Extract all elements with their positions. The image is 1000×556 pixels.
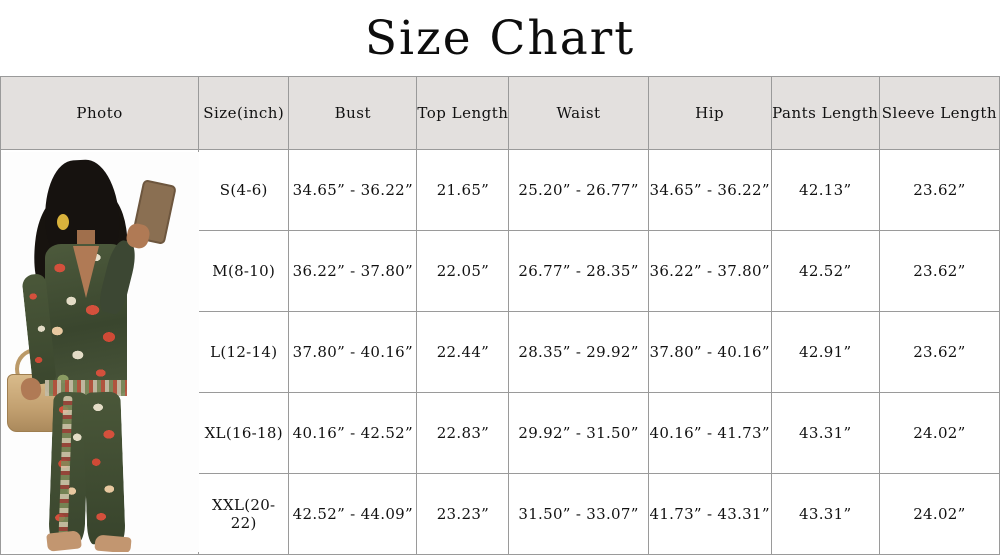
product-photo-cell bbox=[1, 150, 199, 555]
cell-top-length: 22.83” bbox=[417, 393, 509, 474]
cell-sleeve-length: 24.02” bbox=[879, 393, 999, 474]
table-row bbox=[1, 150, 1000, 231]
jumpsuit-right-leg bbox=[82, 391, 125, 544]
column-header-top-length: Top Length bbox=[417, 77, 509, 150]
cell-waist: 25.20” - 26.77” bbox=[509, 150, 648, 231]
column-header-sleeve-length: Sleeve Length bbox=[879, 77, 999, 150]
cell-waist: 29.92” - 31.50” bbox=[509, 393, 648, 474]
cell-bust: 37.80” - 40.16” bbox=[289, 312, 417, 393]
cell-size: XL(16-18) bbox=[199, 393, 289, 474]
column-header-size: Size(inch) bbox=[199, 77, 289, 150]
page-title: Size Chart bbox=[364, 10, 636, 66]
earring-icon bbox=[57, 214, 69, 230]
cell-pants-length: 42.13” bbox=[771, 150, 879, 231]
cell-size: S(4-6) bbox=[199, 150, 289, 231]
cell-sleeve-length: 23.62” bbox=[879, 231, 999, 312]
column-header-bust: Bust bbox=[289, 77, 417, 150]
cell-size: XXL(20-22) bbox=[199, 474, 289, 555]
cell-hip: 34.65” - 36.22” bbox=[648, 150, 771, 231]
cell-hip: 36.22” - 37.80” bbox=[648, 231, 771, 312]
cell-waist: 31.50” - 33.07” bbox=[509, 474, 648, 555]
cell-hip: 40.16” - 41.73” bbox=[648, 393, 771, 474]
cell-top-length: 22.44” bbox=[417, 312, 509, 393]
column-header-waist: Waist bbox=[509, 77, 648, 150]
cell-waist: 28.35” - 29.92” bbox=[509, 312, 648, 393]
cell-size: L(12-14) bbox=[199, 312, 289, 393]
cell-pants-length: 43.31” bbox=[771, 474, 879, 555]
cell-bust: 36.22” - 37.80” bbox=[289, 231, 417, 312]
table-body bbox=[1, 150, 1000, 555]
cell-bust: 42.52” - 44.09” bbox=[289, 474, 417, 555]
cell-bust: 40.16” - 42.52” bbox=[289, 393, 417, 474]
column-header-photo: Photo bbox=[1, 77, 199, 150]
cell-waist: 26.77” - 28.35” bbox=[509, 231, 648, 312]
cell-top-length: 23.23” bbox=[417, 474, 509, 555]
cell-sleeve-length: 23.62” bbox=[879, 312, 999, 393]
table-header bbox=[1, 77, 1000, 150]
size-chart-table bbox=[0, 76, 1000, 555]
title-bar bbox=[0, 0, 1000, 76]
cell-pants-length: 43.31” bbox=[771, 393, 879, 474]
cell-sleeve-length: 24.02” bbox=[879, 474, 999, 555]
cell-top-length: 21.65” bbox=[417, 150, 509, 231]
column-header-hip: Hip bbox=[648, 77, 771, 150]
column-header-pants-length: Pants Length bbox=[771, 77, 879, 150]
cell-sleeve-length: 23.62” bbox=[879, 150, 999, 231]
left-shoe bbox=[46, 530, 82, 551]
model-photo bbox=[1, 152, 199, 552]
cell-pants-length: 42.52” bbox=[771, 231, 879, 312]
cell-hip: 41.73” - 43.31” bbox=[648, 474, 771, 555]
header-row bbox=[1, 77, 1000, 150]
cell-bust: 34.65” - 36.22” bbox=[289, 150, 417, 231]
cell-top-length: 22.05” bbox=[417, 231, 509, 312]
right-shoe bbox=[94, 534, 131, 552]
cell-pants-length: 42.91” bbox=[771, 312, 879, 393]
cell-hip: 37.80” - 40.16” bbox=[648, 312, 771, 393]
cell-size: M(8-10) bbox=[199, 231, 289, 312]
